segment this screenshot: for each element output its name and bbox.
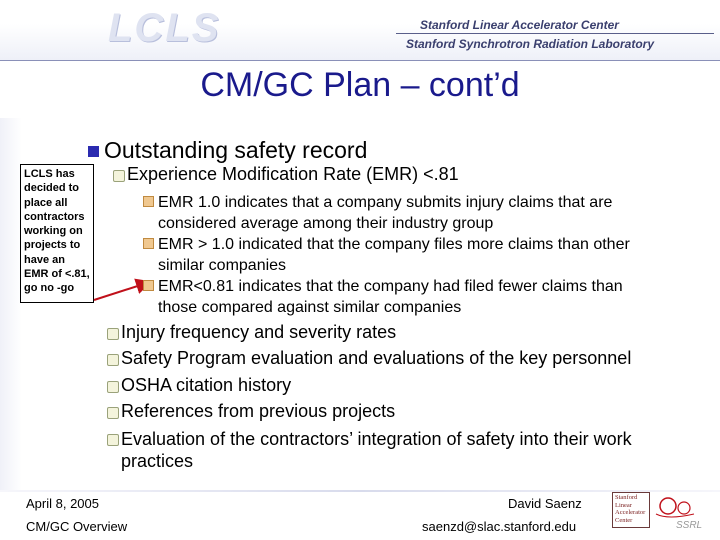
bullet-icon — [113, 170, 125, 182]
footer-presenter: David Saenz — [508, 496, 582, 511]
bullet-icon — [143, 196, 154, 207]
bullet-icon — [107, 434, 119, 446]
detail-line: EMR 1.0 indicates that a company submits injury claims that are — [158, 194, 613, 211]
bullet-icon — [107, 328, 119, 340]
criteria-item — [121, 401, 395, 422]
criteria-text: Safety Program evaluation and evaluations of the key personnel — [121, 348, 632, 368]
bullet-icon — [143, 238, 154, 249]
emr-detail-1 — [158, 192, 612, 234]
footer-date: April 8, 2005 — [26, 496, 99, 511]
side-note-box: LCLS has decided to place all contractors working on projects to have an EMR of <.81, go no -go — [20, 164, 94, 303]
emr-bullet — [127, 164, 459, 185]
bullet-icon — [107, 407, 119, 419]
emr-detail-2 — [158, 234, 630, 276]
slide-title: CM/GC Plan – cont’d — [200, 66, 520, 104]
criteria-text: OSHA citation history — [121, 375, 292, 395]
bullet-icon — [143, 280, 154, 291]
criteria-text: practices — [121, 451, 194, 471]
footer-email: saenzd@slac.stanford.edu — [422, 519, 577, 534]
detail-line: EMR<0.81 indicates that the company had filed fewer claims than — [158, 278, 623, 295]
criteria-item — [121, 428, 632, 472]
ssrl-mark: SSRL — [676, 520, 703, 531]
criteria-text: Evaluation of the contractors’ integration of safety into their work — [121, 429, 632, 449]
criteria-item — [121, 322, 396, 343]
org-name-slac: Stanford Linear Accelerator Center — [420, 18, 619, 32]
criteria-item — [121, 348, 631, 369]
detail-line: EMR > 1.0 indicated that the company files more claims than other — [158, 236, 630, 253]
main-bullet-text: Outstanding safety record — [104, 137, 368, 163]
seal-line: Accelerator — [615, 509, 646, 516]
emr-detail-3 — [158, 276, 623, 318]
criteria-text: References from previous projects — [121, 401, 396, 421]
seal-line: Center — [615, 516, 633, 524]
criteria-text: Injury frequency and severity rates — [121, 322, 397, 342]
footer-subtitle: CM/GC Overview — [26, 519, 128, 534]
arrow-line — [94, 282, 150, 300]
org-name-ssrl: Stanford Synchrotron Radiation Laboratory — [406, 37, 655, 51]
emr-label: Experience Modification Rate (EMR) <.81 — [127, 164, 459, 184]
seal-line: Stanford — [615, 494, 638, 501]
lcls-logo: LCLS — [108, 6, 221, 50]
detail-line: those compared against similar companies — [158, 299, 462, 316]
seal-line: Linear — [615, 501, 632, 509]
ring-logo-icon — [654, 494, 698, 520]
detail-line: considered average among their industry group — [158, 215, 494, 232]
slac-seal-logo — [612, 492, 650, 528]
criteria-item — [121, 375, 291, 396]
detail-line: similar companies — [158, 257, 287, 274]
bullet-icon — [107, 381, 119, 393]
bullet-icon — [107, 354, 119, 366]
